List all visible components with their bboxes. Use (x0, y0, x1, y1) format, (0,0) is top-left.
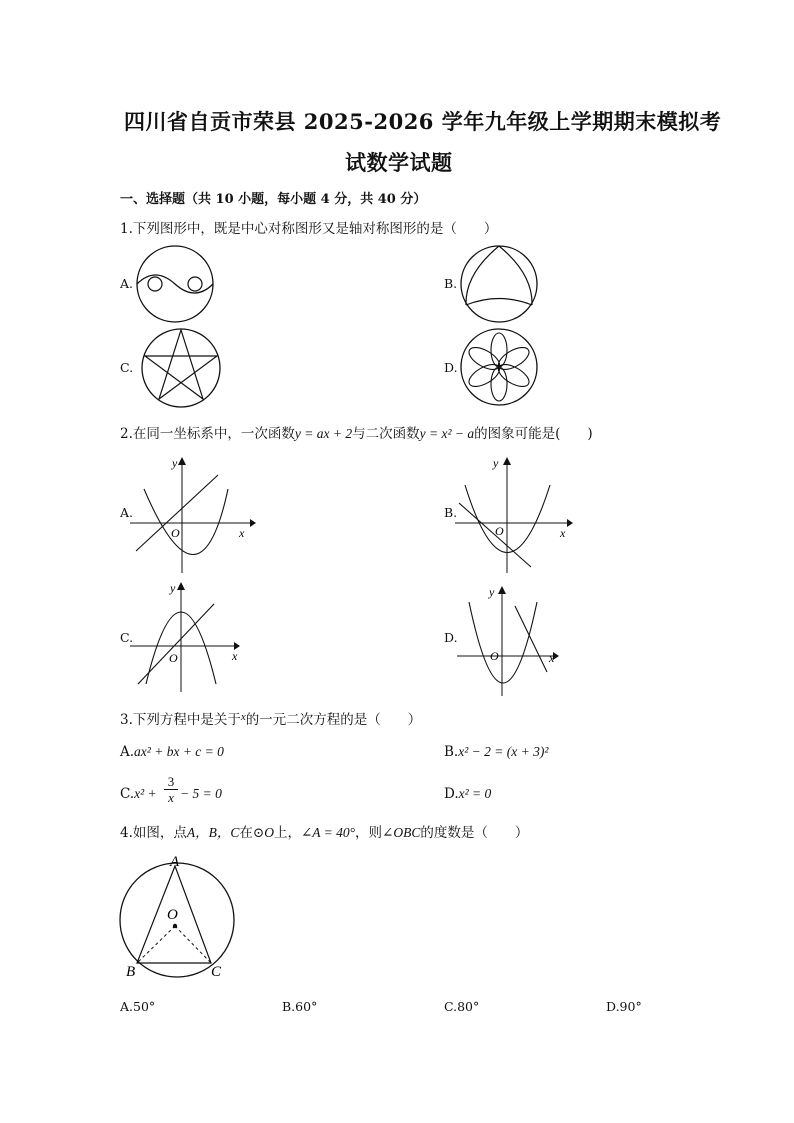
q4-circle-figure (115, 850, 245, 985)
q1-option-b-label: B. (444, 276, 458, 291)
q2-graph-d (455, 584, 585, 699)
q3-option-c-pre: x² + (134, 786, 157, 801)
q3-option-d (444, 786, 491, 802)
question-3-stem (120, 708, 421, 728)
q4-label-o: O (167, 907, 178, 923)
q2d-origin-label: O (490, 649, 499, 663)
q3-option-d-math: x² = 0 (458, 786, 492, 801)
q4-option-a: A.50° (120, 999, 156, 1014)
q4-given: ∠A = 40° (300, 825, 356, 840)
q4-option-d: D.90° (606, 999, 642, 1014)
q2-option-b-label: B. (444, 505, 458, 520)
q2-graph-c (130, 580, 260, 698)
q3-option-c-numerator: 3 (164, 774, 178, 790)
q3-option-b (444, 744, 548, 760)
q4-label-c: C (211, 964, 222, 980)
q3-option-b-label: B. (444, 744, 459, 760)
q2c-x-label: x (232, 649, 238, 663)
q3-option-a-label: A. (120, 744, 135, 760)
q1-figure-reuleaux (459, 244, 539, 324)
q4-label-a: A (170, 854, 180, 870)
q1-figure-flower (459, 327, 539, 407)
q2-graph-a (130, 455, 260, 575)
doc-title-line2: 试数学试题 (345, 150, 453, 175)
q4-label-b: B (126, 964, 136, 980)
q2c-y-label: y (170, 581, 176, 595)
q1-option-a-label: A. (120, 276, 134, 291)
q3-option-c-fraction (164, 774, 178, 805)
q2-stem-prefix: 2.在同一坐标系中，一次函数 (120, 426, 295, 442)
q4-stem-suffix: 的度数是（ ） (420, 825, 529, 841)
question-1-stem: 1.下列图形中，既是中心对称图形又是轴对称图形的是（ ） (120, 221, 498, 237)
q1-option-c-label: C. (120, 360, 134, 375)
q4-ask: ∠OBC (382, 825, 421, 840)
q1-option-d-label: D. (444, 360, 458, 375)
doc-title-line1: 四川省自贡市荣县 2025-2026 学年九年级上学期期末模拟考 (124, 109, 722, 134)
q3-stem-suffix: 的一元二次方程的是（ ） (245, 712, 422, 728)
q2b-origin-label: O (495, 524, 504, 538)
q4-option-b: B.60° (282, 999, 318, 1014)
q2d-y-label: y (489, 585, 495, 599)
q3-option-c-post: − 5 = 0 (180, 786, 222, 801)
q2a-x-label: x (239, 526, 245, 540)
q2a-y-label: y (172, 456, 178, 470)
q2-option-c-label: C. (120, 630, 134, 645)
q2d-x-label: x (549, 651, 555, 665)
q3-option-d-label: D. (444, 786, 459, 802)
q2a-origin-label: O (171, 526, 180, 540)
q3-option-a (120, 744, 224, 760)
q3-stem-prefix: 3.下列方程中是关于 (120, 712, 241, 728)
section-heading: 一、选择题（共 10 小题，每小题 4 分，共 40 分） (120, 192, 427, 207)
q3-option-b-math: x² − 2 = (x + 3)² (458, 744, 549, 759)
q4-stem-mid2: 上， (273, 825, 301, 841)
question-4-stem (120, 821, 528, 841)
q2b-y-label: y (493, 456, 499, 470)
q3-option-c-denominator: x (168, 790, 174, 805)
q1-figure-yinyang (135, 244, 215, 324)
q2-option-d-label: D. (444, 630, 458, 645)
q3-option-c-label: C. (120, 786, 135, 802)
q2-quadratic-fn: y = x² − a (419, 426, 475, 441)
q4-stem-mid: 在 (239, 825, 253, 841)
q1-figure-pentagram (140, 327, 222, 409)
q3-option-c (120, 786, 157, 802)
q2c-origin-label: O (169, 651, 178, 665)
q4-stem-prefix: 4.如图，点 (120, 825, 187, 841)
q4-stem-mid3: ，则 (355, 825, 383, 841)
q2-linear-fn: y = ax + 2 (294, 426, 353, 441)
q4-circle: ⊙O (252, 825, 274, 840)
q3-option-a-math: ax² + bx + c = 0 (134, 744, 224, 759)
q2-graph-b (455, 455, 585, 575)
q4-points: A，B，C (186, 825, 240, 840)
q2-stem-mid: 与二次函数 (352, 426, 420, 442)
q2-stem-suffix: 的图象可能是( ) (474, 426, 593, 442)
q2-option-a-label: A. (120, 505, 134, 520)
question-2-stem (120, 422, 593, 442)
q2b-x-label: x (560, 526, 566, 540)
q4-option-c: C.80° (444, 999, 480, 1014)
q3-var: x (240, 711, 246, 723)
